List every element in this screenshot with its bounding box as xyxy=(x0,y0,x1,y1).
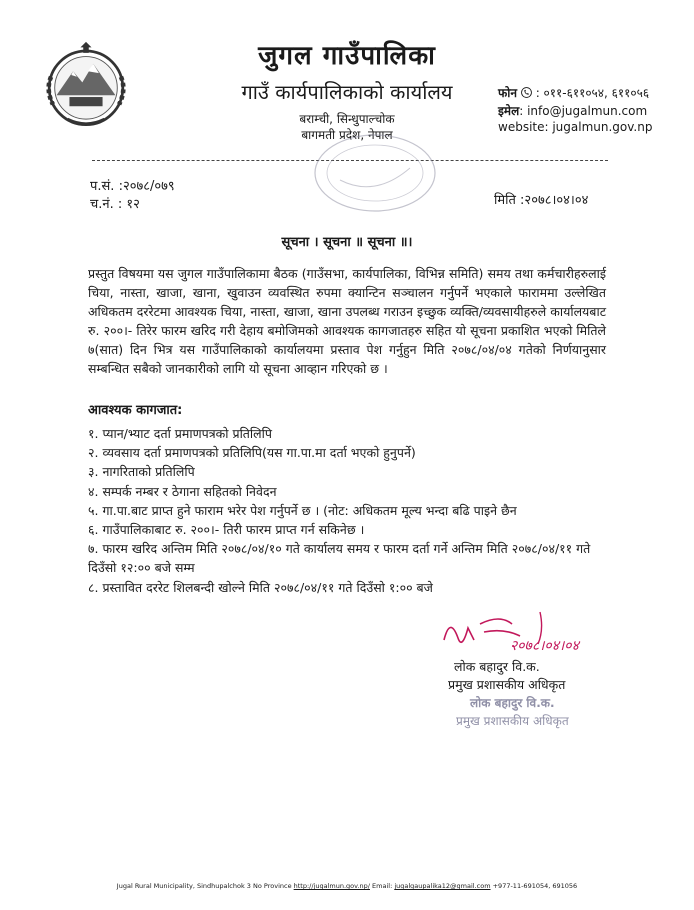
required-documents-list xyxy=(88,424,608,597)
contact-website[interactable]: website: jugalmun.gov.np xyxy=(498,120,653,134)
list-item: ३. नागरिताको प्रतिलिपि xyxy=(88,464,195,480)
required-documents-heading: आवश्यक कागजात: xyxy=(88,403,183,418)
email-address[interactable]: : info@jugalmun.com xyxy=(519,104,648,118)
footer-url-link[interactable]: http://jugalmun.gov.np/ xyxy=(293,882,370,890)
reference-number: प.सं. :२०७८/०७९ xyxy=(90,179,175,194)
signatory-title: प्रमुख प्रशासकीय अधिकृत xyxy=(448,677,566,692)
email-label: इमेल xyxy=(498,104,520,118)
list-item: ४. सम्पर्क नम्बर र ठेगाना सहितको निवेदन xyxy=(88,483,277,499)
footer-address: Jugal Rural Municipality, Sindhupalchok 3 No Province xyxy=(116,882,294,890)
footer-phones: +977-11-691054, 691056 xyxy=(490,882,578,890)
signature-date: २०७८।०४।०४ xyxy=(510,638,579,654)
footer-email-link[interactable]: jugalgaupalika12@gmail.com xyxy=(394,882,491,890)
list-item: ७. फारम खरिद अन्तिम मिति २०७८/०४/१० गते कार्यालय समय र फारम दर्ता गर्ने अन्तिम मिति २०७८/०४/११ गते दिउँसो १२:०० बजे सम्म xyxy=(88,541,591,576)
signatory-stamp-title: प्रमुख प्रशासकीय अधिकृत xyxy=(456,714,569,728)
list-item: ८. प्रस्तावित दररेट शिलबन्दी खोल्ने मिति २०७८/०४/११ गते दिउँसो १:०० बजे xyxy=(88,579,433,595)
handwritten-signature xyxy=(440,610,610,665)
notice-date: मिति :२०७८।०४।०४ xyxy=(494,193,589,208)
notice-heading: सूचना । सूचना ॥ सूचना ॥। xyxy=(281,235,413,250)
office-name: जुगल गाउँपालिका xyxy=(258,41,436,71)
contact-email xyxy=(498,102,647,119)
signatory-stamp-name: लोक बहादुर वि.क. xyxy=(470,696,555,710)
office-stamp-icon xyxy=(310,128,440,218)
contact-phone xyxy=(498,84,649,101)
phone-icon xyxy=(521,87,532,98)
list-item: १. प्यान/भ्याट दर्ता प्रमाणपत्रको प्रतिलिपि xyxy=(88,426,272,441)
signatory-name: लोक बहादुर वि.क. xyxy=(454,659,540,674)
list-item: २. व्यवसाय दर्ता प्रमाणपत्रको प्रतिलिपि(यस गा.पा.मा दर्ता भएको हुनुपर्ने) xyxy=(88,445,416,461)
phone-numbers: : ०११-६११०५४, ६११०५६ xyxy=(535,86,650,100)
notice-body: प्रस्तुत विषयमा यस जुगल गाउँपालिकामा बैठक (गाउँसभा, कार्यपालिका, विभिन्न समिति) समय तथा कर्मचारीहरुलाई चिया, नास्ता, खाजा, खाना, खुवाउन व्यवस्थित रुपमा क्यान्टिन सञ्चालन गर्नुपर्ने भएकाले फाराममा उल्लेखित अधिकतम दररेटमा आवश्यक चिया, नास्ता, खाजा, खाना उपलब्ध गराउन इच्छुक व्यक्ति/व्यवसायीहरुले कार्यालयबाट रु. २००।- तिरेर फारम खरिद गरी देहाय बमोजिमको आवश्यक कागजातहरु सहित यो सूचना प्रकाशित भएको मितिले ७(सात) दिन भित्र यस गाउँपालिकाको कार्यालयमा प्रस्ताव पेश गर्नुहुन मिति २०७८/०४/०४ गतेको निर्णयानुसार सम्बन्धित सबैको जानकारीको लागि यो सूचना आव्हान गरिएको छ । xyxy=(88,266,606,376)
list-item: ६. गाउँपालिकाबाट रु. २००।- तिरी फारम प्राप्त गर्न सकिनेछ । xyxy=(88,522,365,538)
address-line-1: बराम्ची, सिन्धुपाल्चोक xyxy=(299,112,395,126)
address-line-2: बागमती प्रदेश, नेपाल xyxy=(301,128,393,142)
dispatch-number: च.नं. : १२ xyxy=(90,197,140,212)
page-footer xyxy=(0,882,694,890)
list-item: ५. गा.पा.बाट प्राप्त हुने फाराम भरेर पेश गर्नुपर्ने छ । (नोट: अधिकतम मूल्य भन्दा बढि पाइने छैन xyxy=(88,502,517,518)
office-subtitle: गाउँ कार्यपालिकाको कार्यालय xyxy=(241,80,453,104)
footer-email-label: Email: xyxy=(369,882,395,890)
phone-label: फोन xyxy=(498,86,518,100)
